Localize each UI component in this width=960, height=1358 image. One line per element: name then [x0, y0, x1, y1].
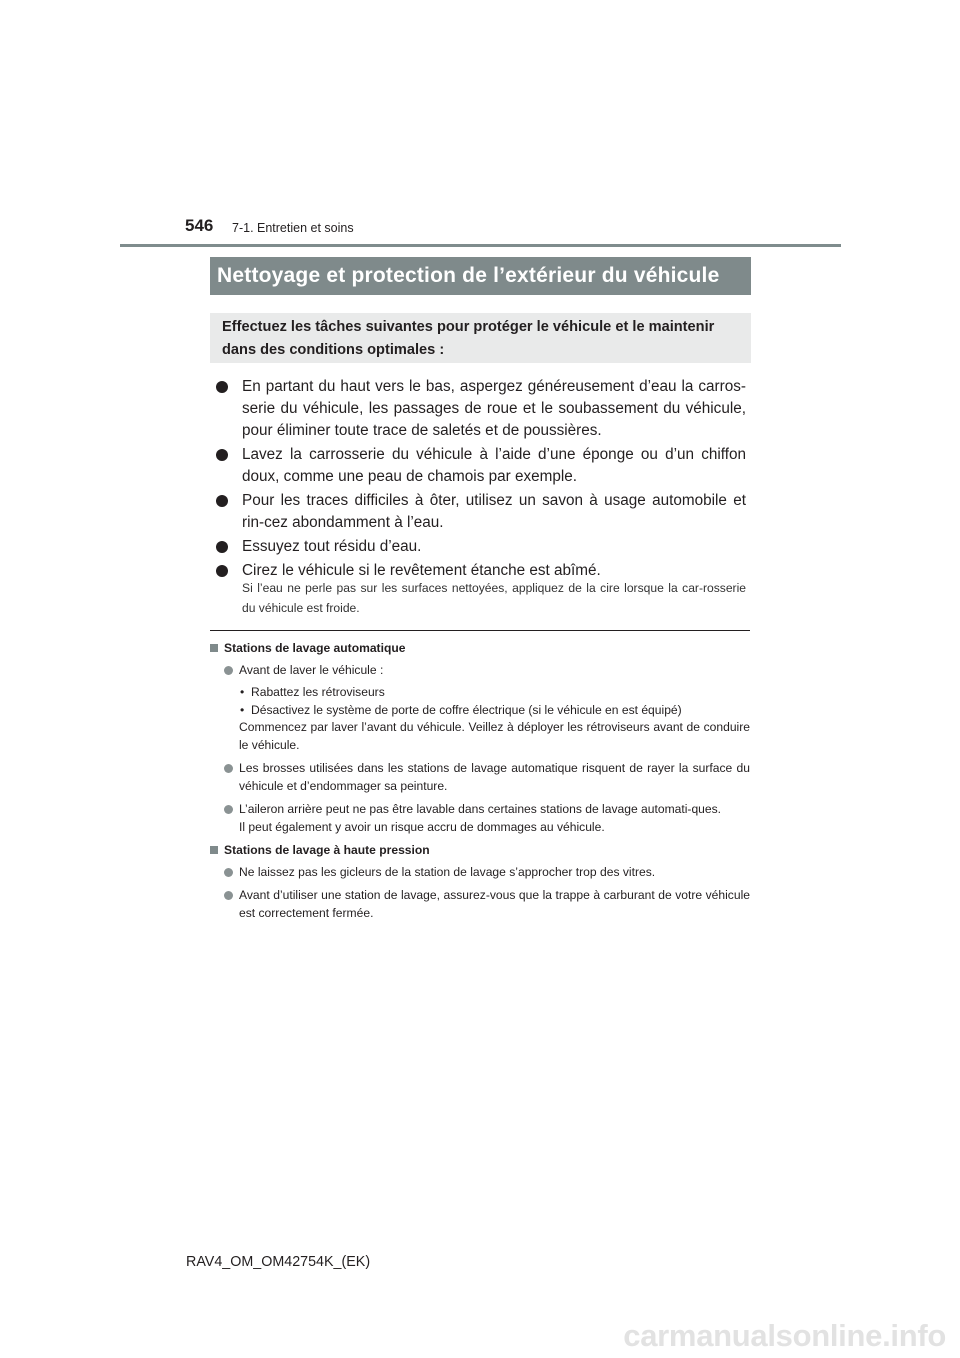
- document-code: RAV4_OM_OM42754K_(EK): [186, 1254, 371, 1270]
- bullet-icon: [216, 495, 228, 507]
- dot-bullet-icon: [224, 666, 233, 675]
- note-item: [210, 801, 750, 836]
- page-title: Nettoyage et protection de l’extérieur du véhicule: [210, 257, 751, 295]
- sub-item: [210, 702, 750, 720]
- note-item-text: Avant de laver le véhicule :: [239, 662, 384, 677]
- note-heading-automatic: [210, 640, 750, 658]
- dot-bullet-icon: [224, 764, 233, 773]
- list-item-text: Cirez le véhicule si le revêtement étanche est abîmé.: [242, 562, 601, 579]
- sub-bullet: •: [240, 685, 245, 699]
- square-bullet-icon: [210, 644, 218, 652]
- note-item-text: Avant d’utiliser une station de lavage, assurez-vous que la trappe à carburant de votre véhicule est correctement fermée.: [239, 888, 750, 920]
- notes-section: [210, 640, 750, 928]
- dot-bullet-icon: [224, 805, 233, 814]
- list-item: [216, 376, 746, 442]
- bullet-icon: [216, 449, 228, 461]
- list-item-text: En partant du haut vers le bas, aspergez généreusement d’eau la carros-serie du véhicule, les passages de roue et le soubassement du véhicule, pour éliminer toute trace de saletés et de poussières.: [242, 378, 746, 439]
- dot-bullet-icon: [224, 868, 233, 877]
- note-heading-high-pressure: [210, 842, 750, 860]
- header-divider: [120, 244, 841, 247]
- list-item: [216, 444, 746, 488]
- list-item: [216, 536, 746, 558]
- sub-bullet: •: [240, 702, 245, 717]
- note-item-text: L’aileron arrière peut ne pas être lavable dans certaines stations de lavage automati-ques.: [239, 802, 722, 816]
- intro-box: [210, 313, 751, 363]
- intro-text: Effectuez les tâches suivantes pour protéger le véhicule et le maintenir dans des conditions optimales :: [222, 319, 715, 358]
- notes-divider: [210, 630, 750, 631]
- watermark: carmanualsonline.info: [623, 1318, 946, 1353]
- note-item-text: Ne laissez pas les gicleurs de la station de lavage s’approcher trop des vitres.: [239, 864, 656, 879]
- note-item: [210, 662, 750, 680]
- note-continuation: Commencez par laver l’avant du véhicule. Veillez à déployer les rétroviseurs avant de conduire le véhicule.: [239, 720, 750, 752]
- sub-item: [210, 684, 750, 702]
- sub-item-text: Désactivez le système de porte de coffre électrique (si le véhicule en est équipé): [251, 702, 682, 717]
- page-number: 546: [185, 216, 214, 235]
- section-label: 7-1. Entretien et soins: [232, 221, 354, 235]
- bullet-icon: [216, 381, 228, 393]
- note-item: [210, 887, 750, 922]
- list-item-text: Lavez la carrosserie du véhicule à l’aide d’une éponge ou d’un chiffon doux, comme une peau de chamois par exemple.: [242, 446, 746, 485]
- dot-bullet-icon: [224, 891, 233, 900]
- note-heading-text: Stations de lavage à haute pression: [224, 843, 430, 857]
- sub-item-text: Rabattez les rétroviseurs: [251, 685, 385, 699]
- note-item-text: Les brosses utilisées dans les stations de lavage automatique risquent de rayer la surface du véhicule et d’endommager sa peinture.: [239, 761, 750, 793]
- list-item: [216, 490, 746, 534]
- list-item-text: Essuyez tout résidu d’eau.: [242, 538, 422, 555]
- bullet-icon: [216, 541, 228, 553]
- list-item-text: Pour les traces difficiles à ôter, utilisez un savon à usage automobile et rin-cez abondamment à l’eau.: [242, 492, 746, 531]
- note-item: [210, 864, 750, 882]
- wax-note: Si l’eau ne perle pas sur les surfaces nettoyées, appliquez de la cire lorsque la car-rosserie du véhicule est froide.: [242, 581, 746, 615]
- main-list: [216, 376, 746, 584]
- bullet-icon: [216, 565, 228, 577]
- note-heading-text: Stations de lavage automatique: [224, 641, 406, 655]
- square-bullet-icon: [210, 846, 218, 854]
- note-item: [210, 760, 750, 795]
- note-item-text-line2: Il peut également y avoir un risque accru de dommages au véhicule.: [239, 819, 605, 834]
